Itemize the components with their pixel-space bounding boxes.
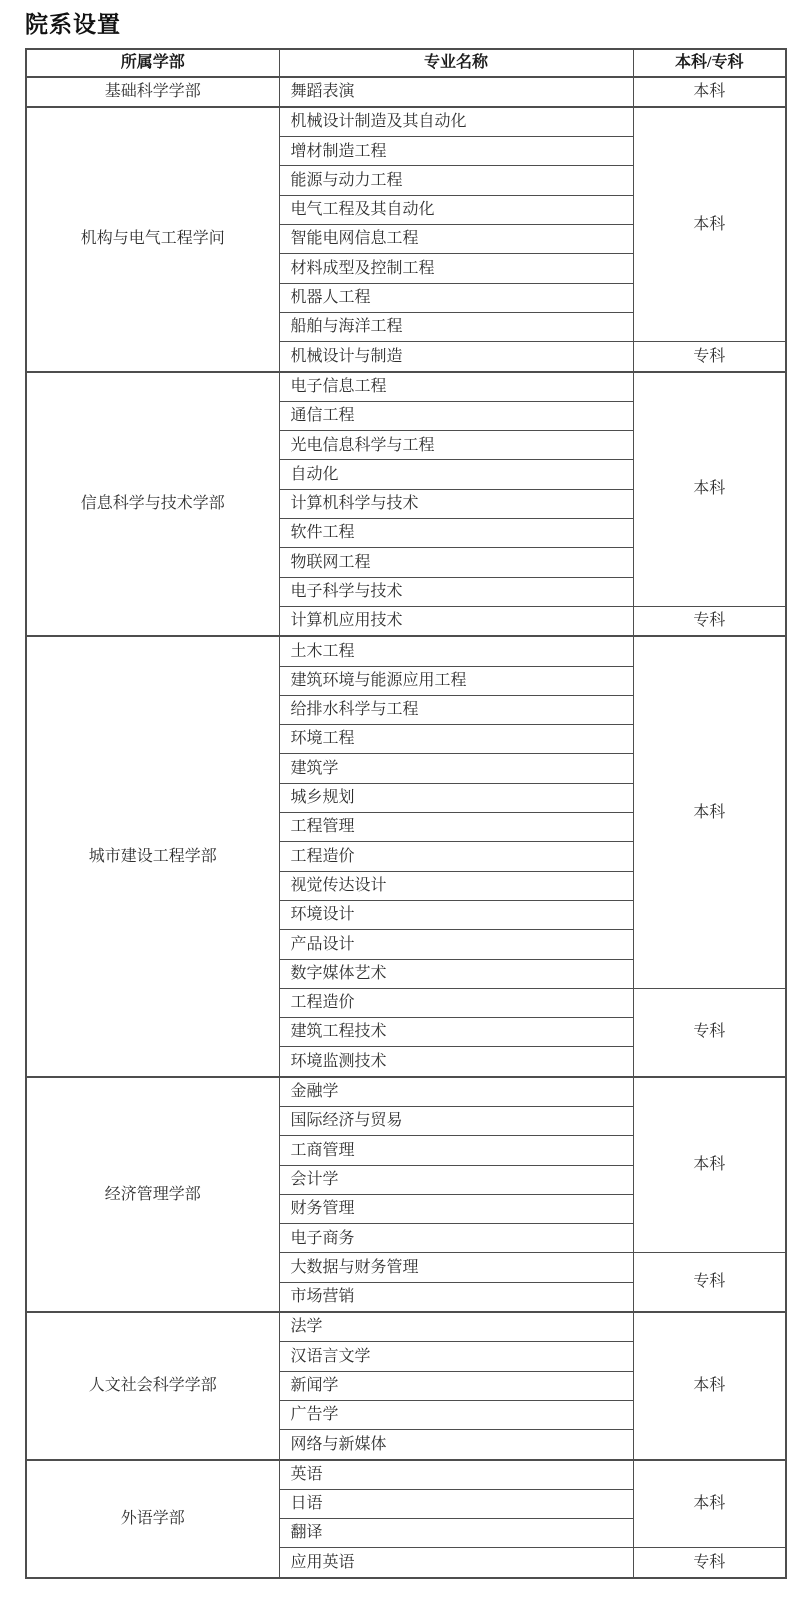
table-header — [26, 49, 786, 77]
major-cell: 计算机应用技术 — [279, 606, 633, 636]
major-cell: 物联网工程 — [279, 548, 633, 577]
department-cell: 基础科学学部 — [26, 77, 279, 107]
major-cell: 电气工程及其自动化 — [279, 195, 633, 224]
level-cell: 本科 — [633, 77, 786, 107]
major-cell: 材料成型及控制工程 — [279, 254, 633, 283]
level-cell: 专科 — [633, 988, 786, 1076]
column-header-level: 本科/专科 — [633, 49, 786, 77]
major-cell: 环境监测技术 — [279, 1047, 633, 1077]
major-cell: 计算机科学与技术 — [279, 489, 633, 518]
major-cell: 国际经济与贸易 — [279, 1106, 633, 1135]
table-body — [26, 77, 786, 1578]
level-cell: 专科 — [633, 342, 786, 372]
major-cell: 工程管理 — [279, 813, 633, 842]
major-cell: 电子信息工程 — [279, 372, 633, 402]
table-row — [26, 1077, 786, 1107]
column-header-major: 专业名称 — [279, 49, 633, 77]
level-cell: 本科 — [633, 636, 786, 988]
major-cell: 网络与新媒体 — [279, 1430, 633, 1460]
major-cell: 工程造价 — [279, 842, 633, 871]
department-cell: 信息科学与技术学部 — [26, 372, 279, 637]
major-cell: 光电信息科学与工程 — [279, 431, 633, 460]
major-cell: 船舶与海洋工程 — [279, 312, 633, 341]
major-cell: 给排水科学与工程 — [279, 695, 633, 724]
level-cell: 本科 — [633, 1077, 786, 1253]
major-cell: 数字媒体艺术 — [279, 959, 633, 988]
major-cell: 建筑环境与能源应用工程 — [279, 666, 633, 695]
major-cell: 财务管理 — [279, 1194, 633, 1223]
major-cell: 舞蹈表演 — [279, 77, 633, 107]
major-cell: 环境工程 — [279, 725, 633, 754]
level-cell: 专科 — [633, 1548, 786, 1578]
table-row — [26, 372, 786, 402]
level-cell: 专科 — [633, 1253, 786, 1312]
department-cell: 机构与电气工程学问 — [26, 107, 279, 372]
major-cell: 建筑学 — [279, 754, 633, 783]
major-cell: 机器人工程 — [279, 283, 633, 312]
column-header-department: 所属学部 — [26, 49, 279, 77]
major-cell: 机械设计制造及其自动化 — [279, 107, 633, 137]
major-cell: 增材制造工程 — [279, 137, 633, 166]
major-cell: 能源与动力工程 — [279, 166, 633, 195]
major-cell: 工商管理 — [279, 1136, 633, 1165]
major-cell: 汉语言文学 — [279, 1342, 633, 1371]
department-cell: 经济管理学部 — [26, 1077, 279, 1312]
department-cell: 城市建设工程学部 — [26, 636, 279, 1076]
header-row — [26, 49, 786, 77]
major-cell: 应用英语 — [279, 1548, 633, 1578]
level-cell: 专科 — [633, 606, 786, 636]
major-cell: 城乡规划 — [279, 783, 633, 812]
major-cell: 英语 — [279, 1460, 633, 1490]
major-cell: 新闻学 — [279, 1371, 633, 1400]
departments-table — [25, 48, 787, 1579]
level-cell: 本科 — [633, 107, 786, 342]
page-title: 院系设置 — [25, 12, 121, 37]
major-cell: 智能电网信息工程 — [279, 225, 633, 254]
major-cell: 产品设计 — [279, 930, 633, 959]
major-cell: 软件工程 — [279, 519, 633, 548]
major-cell: 日语 — [279, 1489, 633, 1518]
major-cell: 机械设计与制造 — [279, 342, 633, 372]
table-row — [26, 77, 786, 107]
level-cell: 本科 — [633, 1460, 786, 1548]
level-cell: 本科 — [633, 372, 786, 607]
level-cell: 本科 — [633, 1312, 786, 1459]
major-cell: 土木工程 — [279, 636, 633, 666]
major-cell: 建筑工程技术 — [279, 1018, 633, 1047]
major-cell: 会计学 — [279, 1165, 633, 1194]
major-cell: 视觉传达设计 — [279, 871, 633, 900]
table-row — [26, 1460, 786, 1490]
major-cell: 法学 — [279, 1312, 633, 1342]
table-row — [26, 107, 786, 137]
major-cell: 环境设计 — [279, 900, 633, 929]
major-cell: 电子科学与技术 — [279, 577, 633, 606]
major-cell: 自动化 — [279, 460, 633, 489]
department-cell: 人文社会科学学部 — [26, 1312, 279, 1459]
table-row — [26, 1312, 786, 1342]
major-cell: 翻译 — [279, 1519, 633, 1548]
major-cell: 市场营销 — [279, 1282, 633, 1312]
major-cell: 通信工程 — [279, 401, 633, 430]
table-row — [26, 636, 786, 666]
major-cell: 大数据与财务管理 — [279, 1253, 633, 1282]
major-cell: 金融学 — [279, 1077, 633, 1107]
department-cell: 外语学部 — [26, 1460, 279, 1578]
major-cell: 工程造价 — [279, 988, 633, 1017]
major-cell: 广告学 — [279, 1400, 633, 1429]
major-cell: 电子商务 — [279, 1224, 633, 1253]
